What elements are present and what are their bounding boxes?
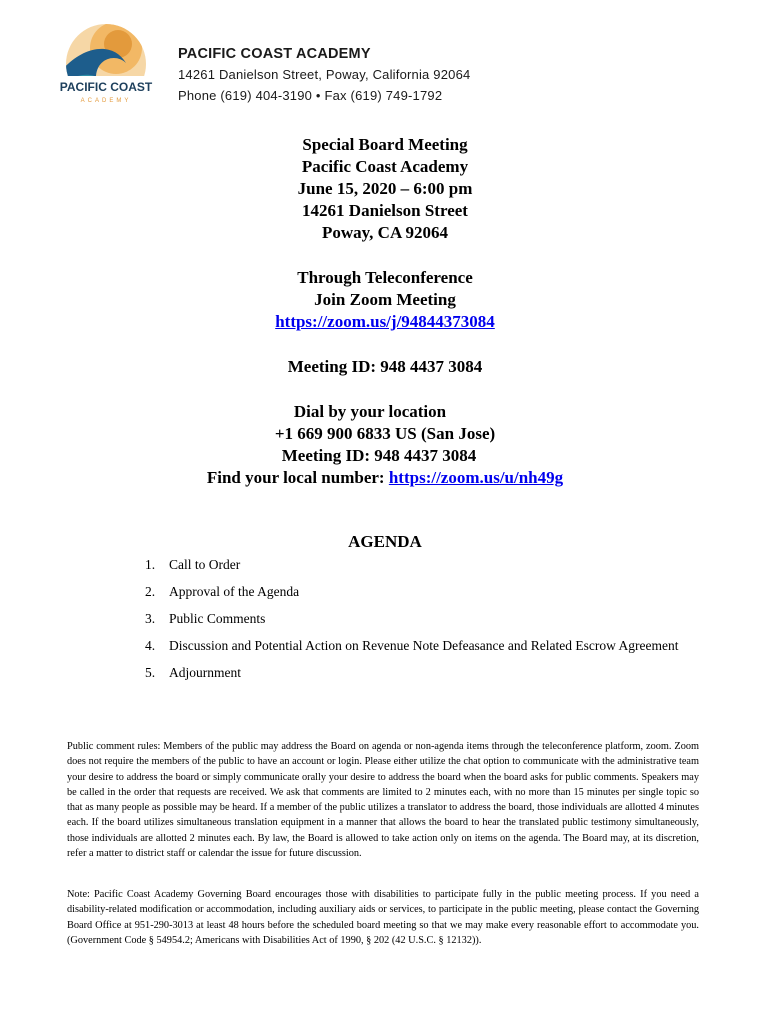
dial-phone: +1 669 900 6833 US (San Jose) bbox=[274, 424, 496, 443]
meeting-id: Meeting ID: 948 4437 3084 bbox=[287, 357, 483, 376]
logo-subtext: ACADEMY bbox=[80, 98, 132, 104]
meeting-org: Pacific Coast Academy bbox=[301, 157, 469, 176]
local-number-label: Find your local number: bbox=[206, 468, 389, 487]
agenda-item-text: Discussion and Potential Action on Revenue Note Defeasance and Related Escrow Agreement bbox=[169, 638, 679, 653]
school-logo bbox=[56, 18, 156, 118]
school-address: 14261 Danielson Street, Poway, California 92064 bbox=[178, 67, 471, 82]
agenda-item bbox=[145, 632, 705, 659]
dial-heading: Dial by your location bbox=[293, 402, 447, 421]
accessibility-note: Note: Pacific Coast Academy Governing Board encourages those with disabilities to participate fully in the public meeting process. If you need a disability-related modification or accommodation, including auxiliary aids or services, to participate in the public meeting, please contact the Governing Board Office at 951-290-3013 at least 48 hours before the scheduled board meeting so that we may make every reasonable effort to accommodate you. (Government Code § 54954.2; Americans with Disabilities Act of 1990, § 202 (42 U.S.C. § 12132)). bbox=[67, 889, 699, 946]
agenda-item bbox=[145, 551, 705, 578]
logo-text: PACIFIC COAST bbox=[59, 80, 153, 94]
agenda-item bbox=[145, 578, 705, 605]
agenda-item-number: 2. bbox=[145, 584, 156, 599]
zoom-meeting-link[interactable]: https://zoom.us/j/94844373084 bbox=[275, 312, 495, 331]
agenda-item-number: 3. bbox=[145, 611, 156, 626]
agenda-item-number: 4. bbox=[145, 638, 156, 653]
dial-block bbox=[0, 401, 770, 489]
agenda-item-number: 1. bbox=[145, 557, 156, 572]
meeting-title-block bbox=[0, 134, 770, 244]
dial-meeting-id: Meeting ID: 948 4437 3084 bbox=[281, 446, 477, 465]
join-zoom-label: Join Zoom Meeting bbox=[314, 290, 456, 309]
agenda-list bbox=[145, 551, 705, 686]
agenda-item-text: Public Comments bbox=[169, 611, 266, 626]
teleconference-block bbox=[0, 267, 770, 333]
local-number-line bbox=[0, 467, 770, 489]
meeting-street: 14261 Danielson Street bbox=[302, 201, 468, 220]
public-comment-rules: Public comment rules: Members of the public may address the Board on agenda or non-agenda items through the teleconference platform, zoom. Zoom does not require the members of the public to have an account or login. Please either utilize the chat option to communicate with the administrative team your desire to address the board or simply communicate orally your desire to address the board when the board asks for public comments. Speakers may be called in the order that requests are received. We ask that comments are limited to 2 minutes each, with no more than 15 minutes per single topic so that as many people as possible may be heard. If a member of the public utilizes a translator to address the board, those individuals are allotted 4 minutes each. If the board utilizes simultaneous translation equipment in a manner that allows the board to hear the translated public testimony simultaneously, those individuals are allotted 2 minutes each. By law, the Board is allowed to take action only on items on the agenda. The Board may, at its discretion, refer a matter to district staff or calendar the issue for future discussion. bbox=[67, 741, 699, 860]
agenda-item-text: Adjournment bbox=[169, 665, 241, 680]
local-number-link[interactable]: https://zoom.us/u/nh49g bbox=[388, 468, 564, 487]
teleconference-heading: Through Teleconference bbox=[297, 268, 473, 287]
meeting-datetime: June 15, 2020 – 6:00 pm bbox=[297, 179, 473, 198]
agenda-item bbox=[145, 605, 705, 632]
school-phone-fax: Phone (619) 404-3190 • Fax (619) 749-1792 bbox=[178, 88, 443, 103]
meeting-city: Poway, CA 92064 bbox=[321, 223, 449, 242]
agenda-item-text: Call to Order bbox=[169, 557, 241, 572]
meeting-title: Special Board Meeting bbox=[302, 135, 468, 154]
agenda-title: AGENDA bbox=[348, 532, 422, 551]
agenda-item bbox=[145, 659, 705, 686]
agenda-item-number: 5. bbox=[145, 665, 156, 680]
agenda-item-text: Approval of the Agenda bbox=[169, 584, 300, 599]
school-name: PACIFIC COAST ACADEMY bbox=[178, 46, 371, 62]
letterhead bbox=[178, 44, 470, 106]
